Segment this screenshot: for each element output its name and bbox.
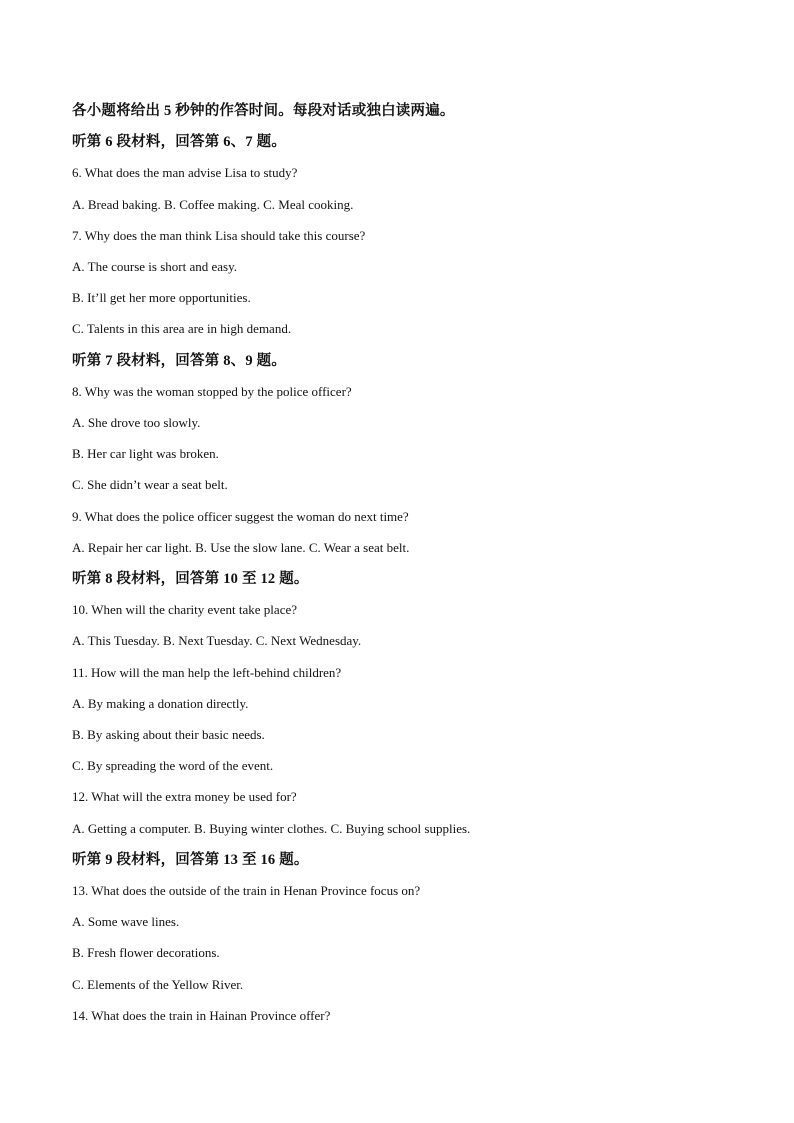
question-line: C. By spreading the word of the event. <box>72 758 274 774</box>
question-line: C. Elements of the Yellow River. <box>72 976 244 992</box>
question-line: 11. How will the man help the left-behind children? <box>72 664 342 680</box>
question-line: B. By asking about their basic needs. <box>72 727 265 742</box>
question-line: A. She drove too slowly. <box>72 415 201 430</box>
question-line: A. This Tuesday. B. Next Tuesday. C. Next Wednesday. <box>72 633 362 649</box>
question-line: A. Getting a computer. B. Buying winter clothes. C. Buying school supplies. <box>72 820 471 836</box>
question-line: 10. When will the charity event take place? <box>72 602 297 618</box>
section-heading: 听第 9 段材料，回答第 13 至 16 题。 <box>72 851 309 868</box>
question-line: 6. What does the man advise Lisa to study? <box>72 165 298 181</box>
question-line: B. Her car light was broken. <box>72 446 219 462</box>
question-line: A. Some wave lines. <box>72 914 180 930</box>
question-line: 7. Why does the man think Lisa should take this course? <box>72 227 366 243</box>
question-line: B. It’ll get her more opportunities. <box>72 290 251 306</box>
section-heading: 听第 8 段材料，回答第 10 至 12 题。 <box>72 571 309 587</box>
question-line: A. Bread baking. B. Coffee making. C. Meal cooking. <box>72 196 354 212</box>
question-line: A. Repair her car light. B. Use the slow lane. C. Wear a seat belt. <box>72 539 410 555</box>
question-line: C. She didn’t wear a seat belt. <box>72 477 228 493</box>
question-line: A. The course is short and easy. <box>72 259 237 274</box>
section-heading: 各小题将给出 5 秒钟的作答时间。每段对话或独白读两遍。 <box>72 103 455 119</box>
question-line: 9. What does the police officer suggest the woman do next time? <box>72 508 409 524</box>
question-line: 13. What does the outside of the train in Henan Province focus on? <box>72 883 421 898</box>
question-line: 8. Why was the woman stopped by the police officer? <box>72 383 352 399</box>
question-line: A. By making a donation directly. <box>72 695 249 711</box>
question-line: 14. What does the train in Hainan Province offer? <box>72 1007 331 1023</box>
section-heading: 听第 7 段材料，回答第 8、9 题。 <box>72 352 287 369</box>
question-line: 12. What will the extra money be used for? <box>72 789 297 805</box>
section-heading: 听第 6 段材料，回答第 6、7 题。 <box>72 134 287 151</box>
question-line: B. Fresh flower decorations. <box>72 945 220 961</box>
question-line: C. Talents in this area are in high demand. <box>72 321 292 337</box>
